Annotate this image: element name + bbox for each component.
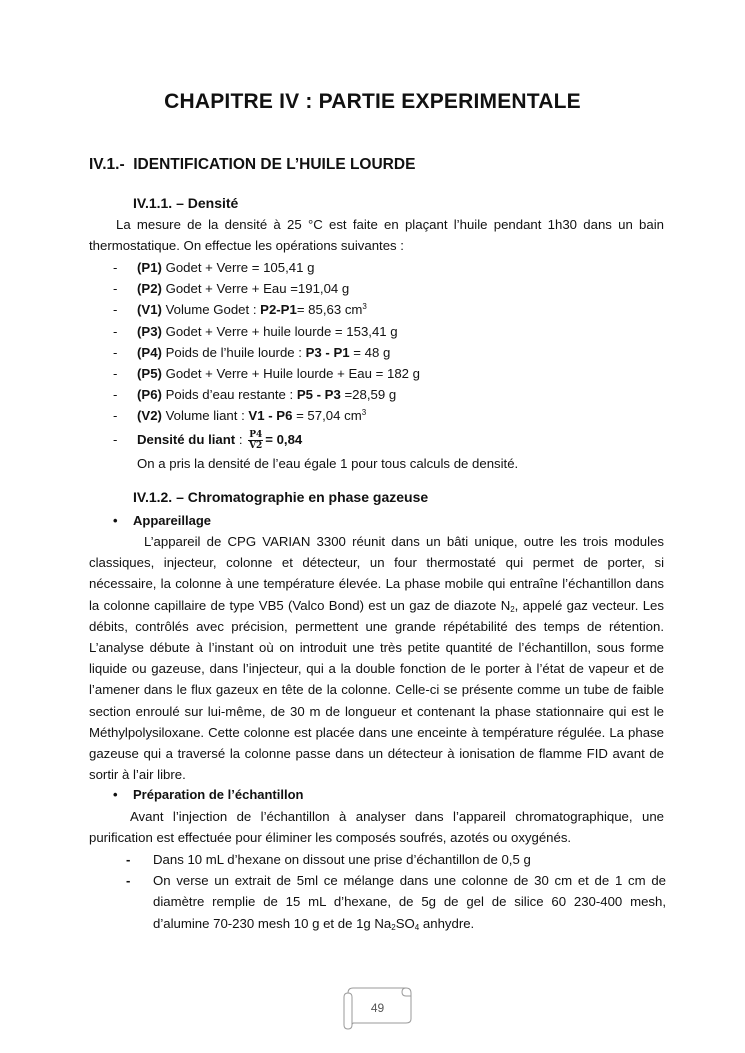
list-item: - (P3) Godet + Verre + huile lourde = 153,41 g [113, 323, 398, 339]
density-operations-list [113, 257, 673, 474]
fraction: $\frac{P4}{V2}$ [249, 429, 263, 451]
list-item: - Dans 10 mL d’hexane on dissout une prise d’échantillon de 0,5 g [126, 852, 531, 867]
section-number: IV.1.- [89, 156, 125, 173]
list-item: - (P2) Godet + Verre + Eau =191,04 g [113, 281, 350, 297]
bullet-preparation: • Préparation de l’échantillon [113, 787, 304, 802]
density-note: On a pris la densité de l’eau égale 1 pour tous calculs de densité. [137, 455, 519, 471]
list-item: - (P5) Godet + Verre + Huile lourde + Eau = 182 g [113, 365, 420, 381]
list-item: - (P6) Poids d’eau restante : P5 - P3 =28,59 g [113, 387, 397, 403]
density-intro: La mesure de la densité à 25 °C est faite en plaçant l’huile pendant 1h30 dans un bain thermostatique. On effectue les opérations suivantes : [89, 217, 664, 254]
density-formula: - Densité du liant : $\frac{P4}{V2}$ = 0,84 [113, 429, 303, 451]
list-item: - (V2) Volume liant : V1 - P6 = 57,04 $cm^3$ [113, 408, 367, 424]
subsection-heading-density: IV.1.1. – Densité [133, 195, 239, 211]
chapter-title: CHAPITRE IV : PARTIE EXPERIMENTALE [164, 90, 581, 113]
list-item: - (V1) Volume Godet : P2-P1= 85,63 $cm^3$ [113, 302, 367, 318]
section-heading [89, 156, 415, 174]
bullet-appareillage: • Appareillage [113, 513, 212, 528]
preparation-steps [126, 849, 666, 934]
list-item: - (P4) Poids de l’huile lourde : P3 - P1 = 48 g [113, 344, 391, 360]
section-title: IDENTIFICATION DE L’HUILE LOURDE [133, 156, 416, 173]
list-item: - On verse un extrait de 5ml ce mélange dans une colonne de 30 cm et de 1 cm de diamètre remplie de 15 mL d’hexane, de 5g de gel de silice 60 230-400 mesh, d’alumine 70-230 mesh 10 g et de 1g $Na_2SO_4$ anhydre. [126, 873, 666, 932]
apparatus-paragraph: L’appareil de CPG VARIAN 3300 réunit dans un bâti unique, outre les trois modules classiques, injecteur, colonne et détecteur, un four thermostaté qui permet de porter, si nécessaire, la colonne à une température élevée. La phase mobile qui entraîne l’échantillon dans la colonne capillaire de type VB5 (Valco Bond) est un gaz de diazote $N_2$, appelé gaz vecteur. Les débits, contrôlés avec précision, permettent une grande répétabilité des temps de rétention. L’analyse débute à l’instant où on introduit une très petite quantité de l’échantillon, sous forme liquide ou gazeuse, dans l’injecteur, qui a la double fonction de le porter à l’état de vapeur et de l’amener dans le flux gazeux en tête de la colonne. Celle-ci se présente comme un tube de faible section enroulé sur lui-même, de 30 m de longueur et contenant la phase stationnaire qui est le Méthylpolysiloxane. Cette colonne est placée dans une enceinte à température régulée. La phase gazeuse qui a traversé la colonne passe dans un détecteur à ionisation de flamme FID avant de sortir à l’air libre. [89, 534, 664, 783]
list-item: - (P1) Godet + Verre = 105,41 g [113, 260, 315, 275]
preparation-paragraph: Avant l’injection de l’échantillon à analyser dans l’appareil chromatographique, une purification est effectuée pour éliminer les composés soufrés, azotés ou oxygénés. [89, 809, 664, 846]
subsection-heading-chromatography: IV.1.2. – Chromatographie en phase gazeuse [133, 489, 429, 505]
page-number: 49 [370, 1001, 385, 1015]
page-number-scroll [340, 985, 410, 1027]
